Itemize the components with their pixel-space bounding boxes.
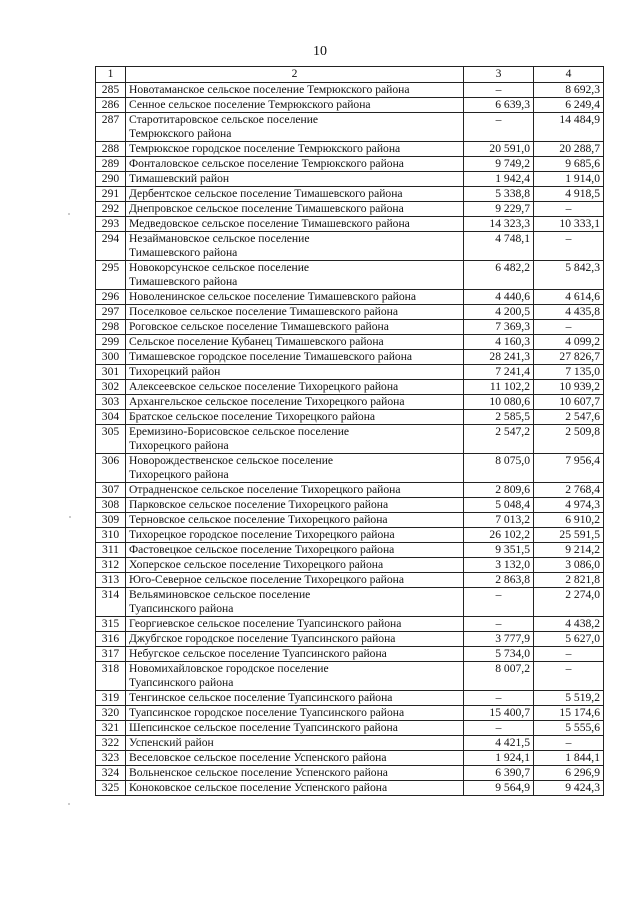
value-col3-cell: 10 080,6 xyxy=(464,395,534,410)
row-name-cell: Днепровское сельское поселение Тимашевского района xyxy=(126,202,464,217)
value-col3-cell: – xyxy=(464,113,534,142)
header-cell: 4 xyxy=(534,67,604,83)
row-number-cell: 313 xyxy=(96,573,126,588)
table-row xyxy=(96,98,604,113)
value-col3-cell: 2 809,6 xyxy=(464,483,534,498)
value-col4-cell: 5 519,2 xyxy=(534,691,604,706)
row-number-cell: 300 xyxy=(96,350,126,365)
value-col3-cell: 28 241,3 xyxy=(464,350,534,365)
row-name-cell: Поселковое сельское поселение Тимашевского района xyxy=(126,305,464,320)
value-col4-cell: – xyxy=(534,662,604,691)
row-name-cell: Темрюкское городское поселение Темрюкского района xyxy=(126,142,464,157)
table-row xyxy=(96,157,604,172)
value-col4-cell: 27 826,7 xyxy=(534,350,604,365)
value-col4-cell: – xyxy=(534,647,604,662)
table-row xyxy=(96,513,604,528)
value-col3-cell: 9 351,5 xyxy=(464,543,534,558)
table-row xyxy=(96,142,604,157)
value-col3-cell: 9 749,2 xyxy=(464,157,534,172)
row-number-cell: 324 xyxy=(96,766,126,781)
row-name-cell: Незаймановское сельское поселение Тимашевского района xyxy=(126,232,464,261)
value-col3-cell: 2 547,2 xyxy=(464,425,534,454)
value-col4-cell: 6 296,9 xyxy=(534,766,604,781)
value-col3-cell: – xyxy=(464,617,534,632)
value-col4-cell: 1 914,0 xyxy=(534,172,604,187)
value-col3-cell: 7 013,2 xyxy=(464,513,534,528)
row-number-cell: 288 xyxy=(96,142,126,157)
value-col4-cell: 2 547,6 xyxy=(534,410,604,425)
table-row xyxy=(96,706,604,721)
value-col3-cell: 11 102,2 xyxy=(464,380,534,395)
table-row xyxy=(96,588,604,617)
value-col3-cell: 15 400,7 xyxy=(464,706,534,721)
row-number-cell: 323 xyxy=(96,751,126,766)
value-col3-cell: 5 048,4 xyxy=(464,498,534,513)
row-number-cell: 292 xyxy=(96,202,126,217)
budget-table xyxy=(95,66,604,796)
table-row xyxy=(96,320,604,335)
row-name-cell: Отрадненское сельское поселение Тихорецкого района xyxy=(126,483,464,498)
value-col4-cell: 5 555,6 xyxy=(534,721,604,736)
row-name-cell: Успенский район xyxy=(126,736,464,751)
table-row xyxy=(96,454,604,483)
value-col4-cell: 4 974,3 xyxy=(534,498,604,513)
value-col4-cell: 8 692,3 xyxy=(534,83,604,98)
row-name-cell: Новокорсунское сельское поселение Тимашевского района xyxy=(126,261,464,290)
value-col3-cell: – xyxy=(464,691,534,706)
row-number-cell: 303 xyxy=(96,395,126,410)
row-number-cell: 285 xyxy=(96,83,126,98)
row-number-cell: 290 xyxy=(96,172,126,187)
value-col3-cell: 9 229,7 xyxy=(464,202,534,217)
row-number-cell: 311 xyxy=(96,543,126,558)
table-body xyxy=(96,67,604,796)
row-number-cell: 286 xyxy=(96,98,126,113)
value-col4-cell: – xyxy=(534,320,604,335)
row-name-cell: Тенгинское сельское поселение Туапсинского района xyxy=(126,691,464,706)
value-col4-cell: 7 956,4 xyxy=(534,454,604,483)
value-col3-cell: 9 564,9 xyxy=(464,781,534,796)
header-cell: 3 xyxy=(464,67,534,83)
row-number-cell: 289 xyxy=(96,157,126,172)
row-name-cell: Алексеевское сельское поселение Тихорецкого района xyxy=(126,380,464,395)
row-name-cell: Коноковское сельское поселение Успенского района xyxy=(126,781,464,796)
value-col3-cell: 3 777,9 xyxy=(464,632,534,647)
row-number-cell: 308 xyxy=(96,498,126,513)
row-name-cell: Новотаманское сельское поселение Темрюкского района xyxy=(126,83,464,98)
table-row xyxy=(96,335,604,350)
row-number-cell: 305 xyxy=(96,425,126,454)
row-name-cell: Парковское сельское поселение Тихорецкого района xyxy=(126,498,464,513)
table-row xyxy=(96,751,604,766)
row-number-cell: 310 xyxy=(96,528,126,543)
row-name-cell: Роговское сельское поселение Тимашевского района xyxy=(126,320,464,335)
value-col4-cell: 3 086,0 xyxy=(534,558,604,573)
row-number-cell: 307 xyxy=(96,483,126,498)
row-number-cell: 321 xyxy=(96,721,126,736)
value-col3-cell: 1 924,1 xyxy=(464,751,534,766)
row-number-cell: 319 xyxy=(96,691,126,706)
value-col4-cell: 4 099,2 xyxy=(534,335,604,350)
row-number-cell: 296 xyxy=(96,290,126,305)
table-row xyxy=(96,395,604,410)
value-col4-cell: 4 438,2 xyxy=(534,617,604,632)
row-number-cell: 306 xyxy=(96,454,126,483)
scan-mark xyxy=(68,803,70,805)
row-number-cell: 318 xyxy=(96,662,126,691)
value-col4-cell: 10 607,7 xyxy=(534,395,604,410)
row-name-cell: Новоленинское сельское поселение Тимашевского района xyxy=(126,290,464,305)
row-number-cell: 297 xyxy=(96,305,126,320)
row-number-cell: 309 xyxy=(96,513,126,528)
value-col4-cell: 6 249,4 xyxy=(534,98,604,113)
row-number-cell: 298 xyxy=(96,320,126,335)
value-col3-cell: 1 942,4 xyxy=(464,172,534,187)
value-col3-cell: 4 421,5 xyxy=(464,736,534,751)
row-name-cell: Георгиевское сельское поселение Туапсинского района xyxy=(126,617,464,632)
row-name-cell: Новомихайловское городское поселение Туапсинского района xyxy=(126,662,464,691)
row-number-cell: 301 xyxy=(96,365,126,380)
table-row xyxy=(96,217,604,232)
value-col4-cell: 14 484,9 xyxy=(534,113,604,142)
row-name-cell: Туапсинское городское поселение Туапсинского района xyxy=(126,706,464,721)
row-number-cell: 314 xyxy=(96,588,126,617)
value-col3-cell: 20 591,0 xyxy=(464,142,534,157)
row-number-cell: 322 xyxy=(96,736,126,751)
table-row xyxy=(96,691,604,706)
table-row xyxy=(96,766,604,781)
value-col3-cell: 6 639,3 xyxy=(464,98,534,113)
row-number-cell: 315 xyxy=(96,617,126,632)
value-col4-cell: 6 910,2 xyxy=(534,513,604,528)
page-number: 10 xyxy=(313,44,327,59)
value-col3-cell: 2 585,5 xyxy=(464,410,534,425)
table-row xyxy=(96,617,604,632)
row-name-cell: Еремизино-Борисовское сельское поселение Тихорецкого района xyxy=(126,425,464,454)
value-col4-cell: 9 424,3 xyxy=(534,781,604,796)
table-row xyxy=(96,736,604,751)
table-row xyxy=(96,543,604,558)
value-col4-cell: 4 614,6 xyxy=(534,290,604,305)
row-name-cell: Вольненское сельское поселение Успенского района xyxy=(126,766,464,781)
table-row xyxy=(96,113,604,142)
table-row xyxy=(96,425,604,454)
row-name-cell: Фонталовское сельское поселение Темрюкского района xyxy=(126,157,464,172)
value-col4-cell: – xyxy=(534,232,604,261)
value-col4-cell: 4 435,8 xyxy=(534,305,604,320)
value-col4-cell: 9 214,2 xyxy=(534,543,604,558)
row-number-cell: 294 xyxy=(96,232,126,261)
value-col3-cell: – xyxy=(464,721,534,736)
value-col3-cell: 26 102,2 xyxy=(464,528,534,543)
value-col3-cell: 8 075,0 xyxy=(464,454,534,483)
row-name-cell: Медведовское сельское поселение Тимашевского района xyxy=(126,217,464,232)
value-col3-cell: 7 369,3 xyxy=(464,320,534,335)
row-name-cell: Братское сельское поселение Тихорецкого района xyxy=(126,410,464,425)
row-number-cell: 295 xyxy=(96,261,126,290)
row-number-cell: 291 xyxy=(96,187,126,202)
table-row xyxy=(96,350,604,365)
row-name-cell: Шепсинское сельское поселение Туапсинского района xyxy=(126,721,464,736)
table-header-row xyxy=(96,67,604,83)
row-name-cell: Фастовецкое сельское поселение Тихорецкого района xyxy=(126,543,464,558)
value-col3-cell: 14 323,3 xyxy=(464,217,534,232)
value-col4-cell: 10 939,2 xyxy=(534,380,604,395)
table-row xyxy=(96,410,604,425)
table-row xyxy=(96,721,604,736)
table-row xyxy=(96,558,604,573)
value-col3-cell: 4 748,1 xyxy=(464,232,534,261)
row-number-cell: 325 xyxy=(96,781,126,796)
row-name-cell: Тихорецкое городское поселение Тихорецкого района xyxy=(126,528,464,543)
value-col4-cell: 4 918,5 xyxy=(534,187,604,202)
row-name-cell: Сельское поселение Кубанец Тимашевского района xyxy=(126,335,464,350)
value-col3-cell: 7 241,4 xyxy=(464,365,534,380)
table-row xyxy=(96,380,604,395)
value-col3-cell: 2 863,8 xyxy=(464,573,534,588)
value-col3-cell: 8 007,2 xyxy=(464,662,534,691)
row-name-cell: Тихорецкий район xyxy=(126,365,464,380)
table-row xyxy=(96,172,604,187)
table-row xyxy=(96,187,604,202)
value-col3-cell: 4 440,6 xyxy=(464,290,534,305)
table-row xyxy=(96,232,604,261)
value-col4-cell: – xyxy=(534,736,604,751)
row-number-cell: 302 xyxy=(96,380,126,395)
value-col3-cell: 4 160,3 xyxy=(464,335,534,350)
value-col3-cell: 3 132,0 xyxy=(464,558,534,573)
table-row xyxy=(96,662,604,691)
row-name-cell: Терновское сельское поселение Тихорецкого района xyxy=(126,513,464,528)
value-col4-cell: 5 842,3 xyxy=(534,261,604,290)
row-name-cell: Новорождественское сельское поселение Тихорецкого района xyxy=(126,454,464,483)
row-name-cell: Юго-Северное сельское поселение Тихорецкого района xyxy=(126,573,464,588)
row-number-cell: 317 xyxy=(96,647,126,662)
value-col4-cell: 7 135,0 xyxy=(534,365,604,380)
value-col4-cell: 10 333,1 xyxy=(534,217,604,232)
table-row xyxy=(96,632,604,647)
table-row xyxy=(96,573,604,588)
value-col4-cell: 20 288,7 xyxy=(534,142,604,157)
table-row xyxy=(96,528,604,543)
value-col3-cell: – xyxy=(464,588,534,617)
row-name-cell: Вельяминовское сельское поселение Туапсинского района xyxy=(126,588,464,617)
value-col3-cell: 6 390,7 xyxy=(464,766,534,781)
row-name-cell: Тимашевский район xyxy=(126,172,464,187)
scan-mark xyxy=(69,516,71,518)
value-col4-cell: – xyxy=(534,202,604,217)
value-col4-cell: 2 509,8 xyxy=(534,425,604,454)
row-number-cell: 320 xyxy=(96,706,126,721)
row-number-cell: 287 xyxy=(96,113,126,142)
value-col3-cell: – xyxy=(464,83,534,98)
value-col4-cell: 9 685,6 xyxy=(534,157,604,172)
row-number-cell: 312 xyxy=(96,558,126,573)
row-number-cell: 299 xyxy=(96,335,126,350)
table-row xyxy=(96,83,604,98)
row-name-cell: Джубгское городское поселение Туапсинского района xyxy=(126,632,464,647)
table-row xyxy=(96,365,604,380)
row-number-cell: 316 xyxy=(96,632,126,647)
table-row xyxy=(96,647,604,662)
row-name-cell: Веселовское сельское поселение Успенского района xyxy=(126,751,464,766)
value-col4-cell: 15 174,6 xyxy=(534,706,604,721)
value-col3-cell: 4 200,5 xyxy=(464,305,534,320)
value-col3-cell: 5 734,0 xyxy=(464,647,534,662)
header-cell: 2 xyxy=(126,67,464,83)
table-row xyxy=(96,305,604,320)
table-row xyxy=(96,781,604,796)
header-cell: 1 xyxy=(96,67,126,83)
table-row xyxy=(96,261,604,290)
table-row xyxy=(96,483,604,498)
table-row xyxy=(96,498,604,513)
value-col4-cell: 1 844,1 xyxy=(534,751,604,766)
row-name-cell: Небугское сельское поселение Туапсинского района xyxy=(126,647,464,662)
row-name-cell: Архангельское сельское поселение Тихорецкого района xyxy=(126,395,464,410)
row-name-cell: Сенное сельское поселение Темрюкского района xyxy=(126,98,464,113)
table-row xyxy=(96,290,604,305)
row-number-cell: 293 xyxy=(96,217,126,232)
row-name-cell: Хоперское сельское поселение Тихорецкого района xyxy=(126,558,464,573)
table-row xyxy=(96,202,604,217)
row-name-cell: Дербентское сельское поселение Тимашевского района xyxy=(126,187,464,202)
value-col4-cell: 2 768,4 xyxy=(534,483,604,498)
scan-mark xyxy=(68,213,70,215)
value-col4-cell: 2 821,8 xyxy=(534,573,604,588)
value-col3-cell: 5 338,8 xyxy=(464,187,534,202)
value-col4-cell: 25 591,5 xyxy=(534,528,604,543)
row-name-cell: Старотитаровское сельское поселение Темрюкского района xyxy=(126,113,464,142)
value-col3-cell: 6 482,2 xyxy=(464,261,534,290)
value-col4-cell: 2 274,0 xyxy=(534,588,604,617)
row-number-cell: 304 xyxy=(96,410,126,425)
value-col4-cell: 5 627,0 xyxy=(534,632,604,647)
row-name-cell: Тимашевское городское поселение Тимашевского района xyxy=(126,350,464,365)
